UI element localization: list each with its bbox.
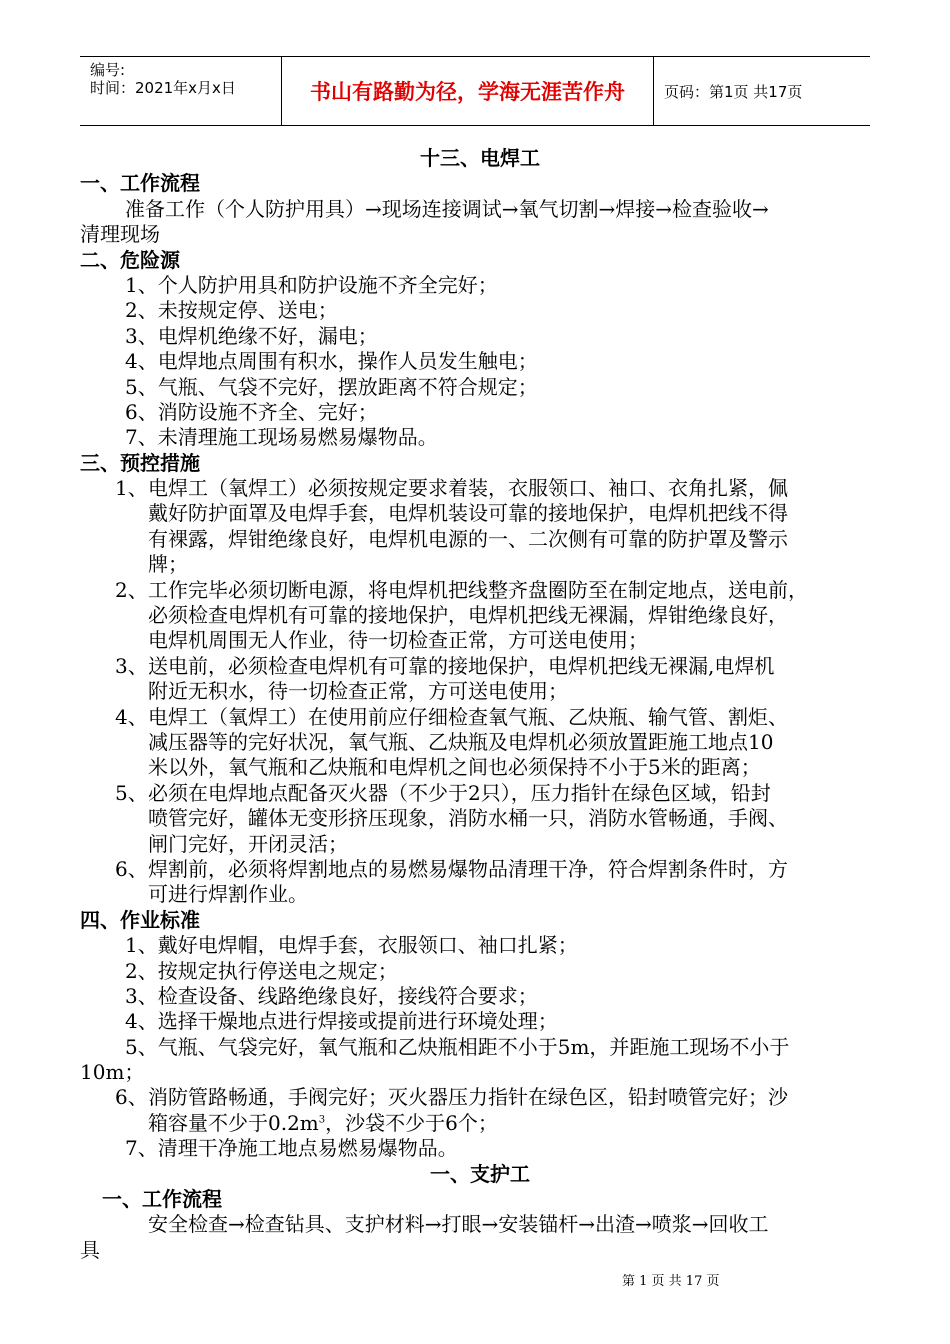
page-header [80, 56, 870, 126]
measure-item [80, 654, 880, 679]
measure-item-number: 5、 [115, 780, 148, 805]
hazard-item: 2、未按规定停、送电； [125, 298, 338, 323]
document-time-label: 时间：2021年x月x日 [90, 79, 236, 97]
workflow-line: 准备工作（个人防护用具）→现场连接调试→氧气切割→焊接→检查验收→ [125, 196, 769, 221]
standard-item-text: 消防管路畅通，手阀完好；灭火器压力指针在绿色区，铅封喷管完好；沙 [148, 1085, 788, 1110]
standard-item-number: 6、 [115, 1085, 148, 1110]
heading-workflow: 一、工作流程 [80, 171, 200, 196]
measure-item [80, 781, 880, 806]
standard-item: 2、按规定执行停送电之规定； [125, 958, 398, 983]
sandbox-capacity-text: 箱容量不少于0.2m [148, 1110, 319, 1135]
hazard-item: 1、个人防护用具和防护设施不齐全完好； [125, 272, 498, 297]
measure-item-continuation [80, 832, 880, 857]
standard-item-continuation [80, 1111, 880, 1136]
header-page-info: 页码：第1页 共17页 [664, 82, 803, 101]
measure-item-text: 米以外，氧气瓶和乙炔瓶和电焊机之间也必须保持不小于5米的距离； [148, 755, 761, 780]
measure-item-text: 焊割前，必须将焊割地点的易燃易爆物品清理干净，符合焊割条件时，方 [148, 856, 788, 881]
document-body [80, 146, 880, 1263]
standard-item: 5、气瓶、气袋完好，氧气瓶和乙炔瓶相距不小于5m，并距施工现场不小于 [125, 1034, 790, 1059]
measure-item-text: 必须在电焊地点配备灭火器（不少于2只），压力指针在绿色区域，铅封 [148, 780, 771, 805]
section2-workflow-line: 安全检查→检查钻具、支护材料→打眼→安装锚杆→出渣→喷浆→回收工 [148, 1212, 769, 1237]
measure-item-text: 电焊工（氧焊工）在使用前应仔细检查氧气瓶、乙炔瓶、输气管、割炬、 [148, 704, 788, 729]
sandbag-text: ，沙袋不少于6个； [325, 1110, 498, 1135]
standard-item: 3、检查设备、线路绝缘良好，接线符合要求； [125, 983, 538, 1008]
measure-item [80, 476, 880, 501]
standard-item: 4、选择干燥地点进行焊接或提前进行环境处理； [125, 1009, 558, 1034]
heading-standards: 四、作业标准 [80, 907, 200, 932]
measure-item-text: 附近无积水，待一切检查正常，方可送电使用； [148, 679, 568, 704]
measure-item-continuation [80, 806, 880, 831]
hazard-item: 6、消防设施不齐全、完好； [125, 399, 378, 424]
measure-item-continuation [80, 730, 880, 755]
workflow-line: 清理现场 [80, 222, 160, 247]
measure-item-number: 3、 [115, 653, 148, 678]
heading-hazards: 二、危险源 [80, 247, 180, 272]
hazard-item: 7、未清理施工现场易燃易爆物品。 [125, 425, 438, 450]
measure-item-text: 牌； [148, 552, 188, 577]
hazard-item: 4、电焊地点周围有积水，操作人员发生触电； [125, 349, 538, 374]
measure-item [80, 578, 880, 603]
standard-item: 7、清理干净施工地点易燃易爆物品。 [125, 1136, 458, 1161]
measure-item-continuation [80, 552, 880, 577]
measure-item-text: 喷管完好，罐体无变形挤压现象，消防水桶一只，消防水管畅通，手阀、 [148, 806, 788, 831]
measure-item-text: 闸门完好，开闭灵活； [148, 831, 348, 856]
measure-item-continuation [80, 755, 880, 780]
standard-item [80, 1085, 880, 1110]
heading-measures: 三、预控措施 [80, 450, 200, 475]
standard-item-continuation: 10m； [80, 1060, 145, 1085]
measure-item-number: 4、 [115, 704, 148, 729]
header-motto: 书山有路勤为径，学海无涯苦作舟 [282, 57, 654, 125]
hazard-item: 3、电焊机绝缘不好，漏电； [125, 323, 378, 348]
measure-item-continuation [80, 628, 880, 653]
header-meta [80, 57, 282, 125]
measure-item [80, 857, 880, 882]
measure-item-continuation [80, 603, 880, 628]
measure-item-continuation [80, 501, 880, 526]
measures-list [80, 476, 880, 908]
measure-item-text: 戴好防护面罩及电焊手套，电焊机装设可靠的接地保护，电焊机把线不得 [148, 501, 788, 526]
section2-heading-workflow: 一、工作流程 [102, 1187, 222, 1212]
section-title: 十三、电焊工 [420, 146, 540, 170]
measure-item-text: 工作完毕必须切断电源，将电焊机把线整齐盘圈防至在制定地点，送电前， [148, 577, 808, 602]
measure-item-continuation [80, 882, 880, 907]
section2-title: 一、支护工 [430, 1161, 530, 1186]
measure-item-number: 6、 [115, 856, 148, 881]
measure-item-number: 1、 [115, 476, 148, 501]
section2-workflow-line: 具 [80, 1237, 100, 1262]
measure-item-text: 减压器等的完好状况，氧气瓶、乙炔瓶及电焊机必须放置距施工地点10 [148, 729, 774, 754]
page-footer: 第 1 页 共 17 页 [622, 1274, 720, 1289]
measure-item-number: 2、 [115, 577, 148, 602]
measure-item-continuation [80, 679, 880, 704]
measure-item-text: 必须检查电焊机有可靠的接地保护，电焊机把线无裸漏，焊钳绝缘良好， [148, 603, 788, 628]
measure-item-text: 电焊工（氧焊工）必须按规定要求着装，衣服领口、袖口、衣角扎紧，佩 [148, 476, 788, 501]
hazard-item: 5、气瓶、气袋不完好，摆放距离不符合规定； [125, 374, 538, 399]
measure-item-continuation [80, 527, 880, 552]
standard-item: 1、戴好电焊帽，电焊手套，衣服领口、袖口扎紧； [125, 933, 578, 958]
measure-item-text: 电焊机周围无人作业，待一切检查正常，方可送电使用； [148, 628, 648, 653]
superscript: 3 [318, 1114, 326, 1126]
measure-item-text: 可进行焊割作业。 [148, 882, 308, 907]
document-number-label: 编号: [90, 61, 126, 79]
measure-item [80, 705, 880, 730]
measure-item-text: 有裸露，焊钳绝缘良好，电焊机电源的一、二次侧有可靠的防护罩及警示 [148, 526, 788, 551]
measure-item-text: 送电前，必须检查电焊机有可靠的接地保护，电焊机把线无裸漏,电焊机 [148, 653, 775, 678]
